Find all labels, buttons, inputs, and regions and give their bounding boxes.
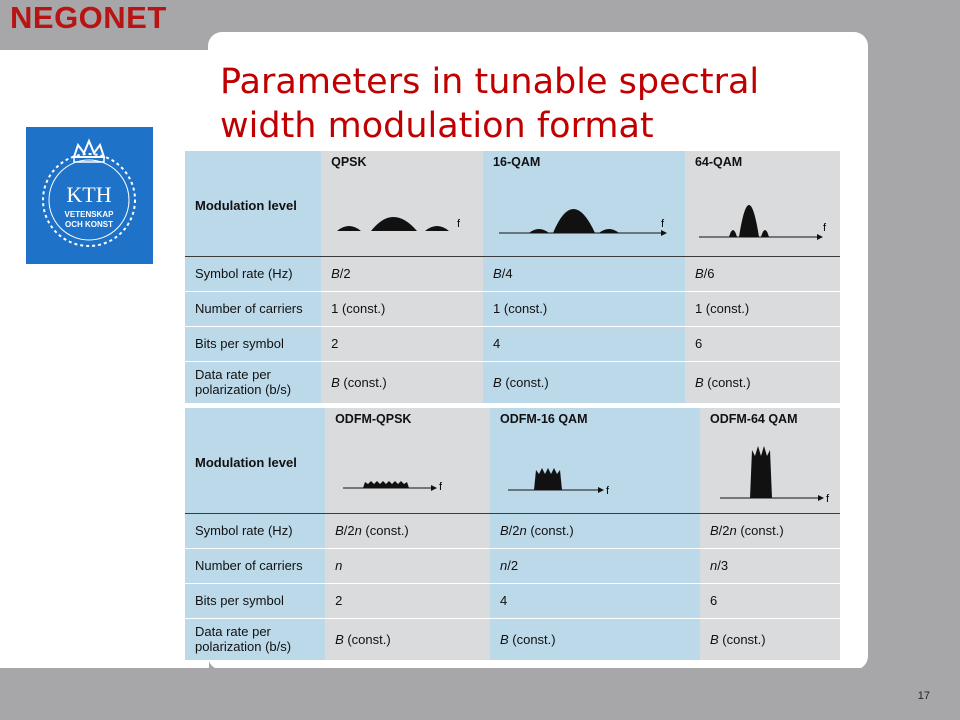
cell: B (const.) [325, 618, 490, 660]
column-64qam: 64-QAM [694, 155, 743, 169]
cell: B/2n (const.) [700, 513, 840, 548]
cell: n/3 [700, 548, 840, 583]
header-odfm-qpsk-cell [325, 408, 490, 513]
column-odfm-16qam: ODFM-16 QAM [499, 412, 588, 426]
axis-f-label: f [661, 218, 665, 230]
qpsk-spectrum-icon [331, 175, 481, 245]
cell: 1 (const.) [483, 291, 685, 326]
cell: 6 [685, 326, 840, 361]
footer-bar [0, 668, 960, 720]
axis-f-label: f [439, 481, 443, 493]
cell: B (const.) [685, 361, 840, 403]
kth-seal-icon [26, 127, 153, 264]
modulation-table-single-carrier [185, 151, 840, 404]
axis-f-label: f [605, 485, 610, 497]
cell: B/4 [483, 256, 685, 291]
logo-line1-text: VETENSKAP [64, 210, 114, 219]
cell: 4 [490, 583, 700, 618]
cell: 1 (const.) [685, 291, 840, 326]
logo-line2-text: OCH KONST [65, 220, 113, 229]
cell: 6 [700, 583, 840, 618]
header-label: Modulation level [195, 197, 297, 213]
16qam-spectrum-icon [493, 175, 683, 245]
header-odfm-64qam-cell [700, 408, 840, 513]
cell: B/6 [685, 256, 840, 291]
modulation-table-ofdm [185, 408, 840, 661]
header-odfm-16qam-cell [490, 408, 700, 513]
row-label: Data rate per polarization (b/s) [185, 361, 321, 403]
slide-title: Parameters in tunable spectral width modulation format [220, 62, 760, 146]
row-label: Bits per symbol [185, 583, 325, 618]
logo-kth-text: KTH [66, 182, 112, 207]
header-16qam-cell [483, 151, 685, 256]
kth-logo [26, 127, 153, 264]
header-label-cell [185, 408, 325, 513]
page-number: 17 [917, 690, 930, 702]
cell: n [325, 548, 490, 583]
cell: 4 [483, 326, 685, 361]
row-label: Symbol rate (Hz) [185, 256, 321, 291]
row-label: Bits per symbol [185, 326, 321, 361]
row-label: Number of carriers [185, 548, 325, 583]
cell: n/2 [490, 548, 700, 583]
column-qpsk: QPSK [331, 155, 367, 169]
cell: B (const.) [490, 618, 700, 660]
column-16qam: 16-QAM [493, 155, 541, 169]
cell: 2 [325, 583, 490, 618]
odfm-16qam-spectrum-icon [500, 432, 700, 502]
axis-f-label: f [822, 222, 827, 234]
row-label: Number of carriers [185, 291, 321, 326]
odfm-qpsk-spectrum-icon [335, 432, 485, 502]
column-odfm-qpsk: ODFM-QPSK [335, 412, 412, 426]
header-label: Modulation level [195, 454, 297, 470]
header-qpsk-cell [321, 151, 483, 256]
cell: B (const.) [321, 361, 483, 403]
header-64qam-cell [685, 151, 840, 256]
cell: B/2 [321, 256, 483, 291]
cell: B (const.) [700, 618, 840, 660]
cell: B/2n (const.) [325, 513, 490, 548]
cell: B (const.) [483, 361, 685, 403]
brand-logo-text: NEGONET [10, 0, 167, 35]
header-label-cell [185, 151, 321, 256]
row-label: Data rate per polarization (b/s) [185, 618, 325, 660]
axis-f-label: f [825, 493, 830, 505]
64qam-spectrum-icon [695, 175, 840, 251]
axis-f-label: f [457, 218, 461, 230]
cell: B/2n (const.) [490, 513, 700, 548]
row-label: Symbol rate (Hz) [185, 513, 325, 548]
odfm-64qam-spectrum-icon [710, 432, 840, 508]
column-odfm-64qam: ODFM-64 QAM [709, 412, 798, 426]
cell: 2 [321, 326, 483, 361]
cell: 1 (const.) [321, 291, 483, 326]
